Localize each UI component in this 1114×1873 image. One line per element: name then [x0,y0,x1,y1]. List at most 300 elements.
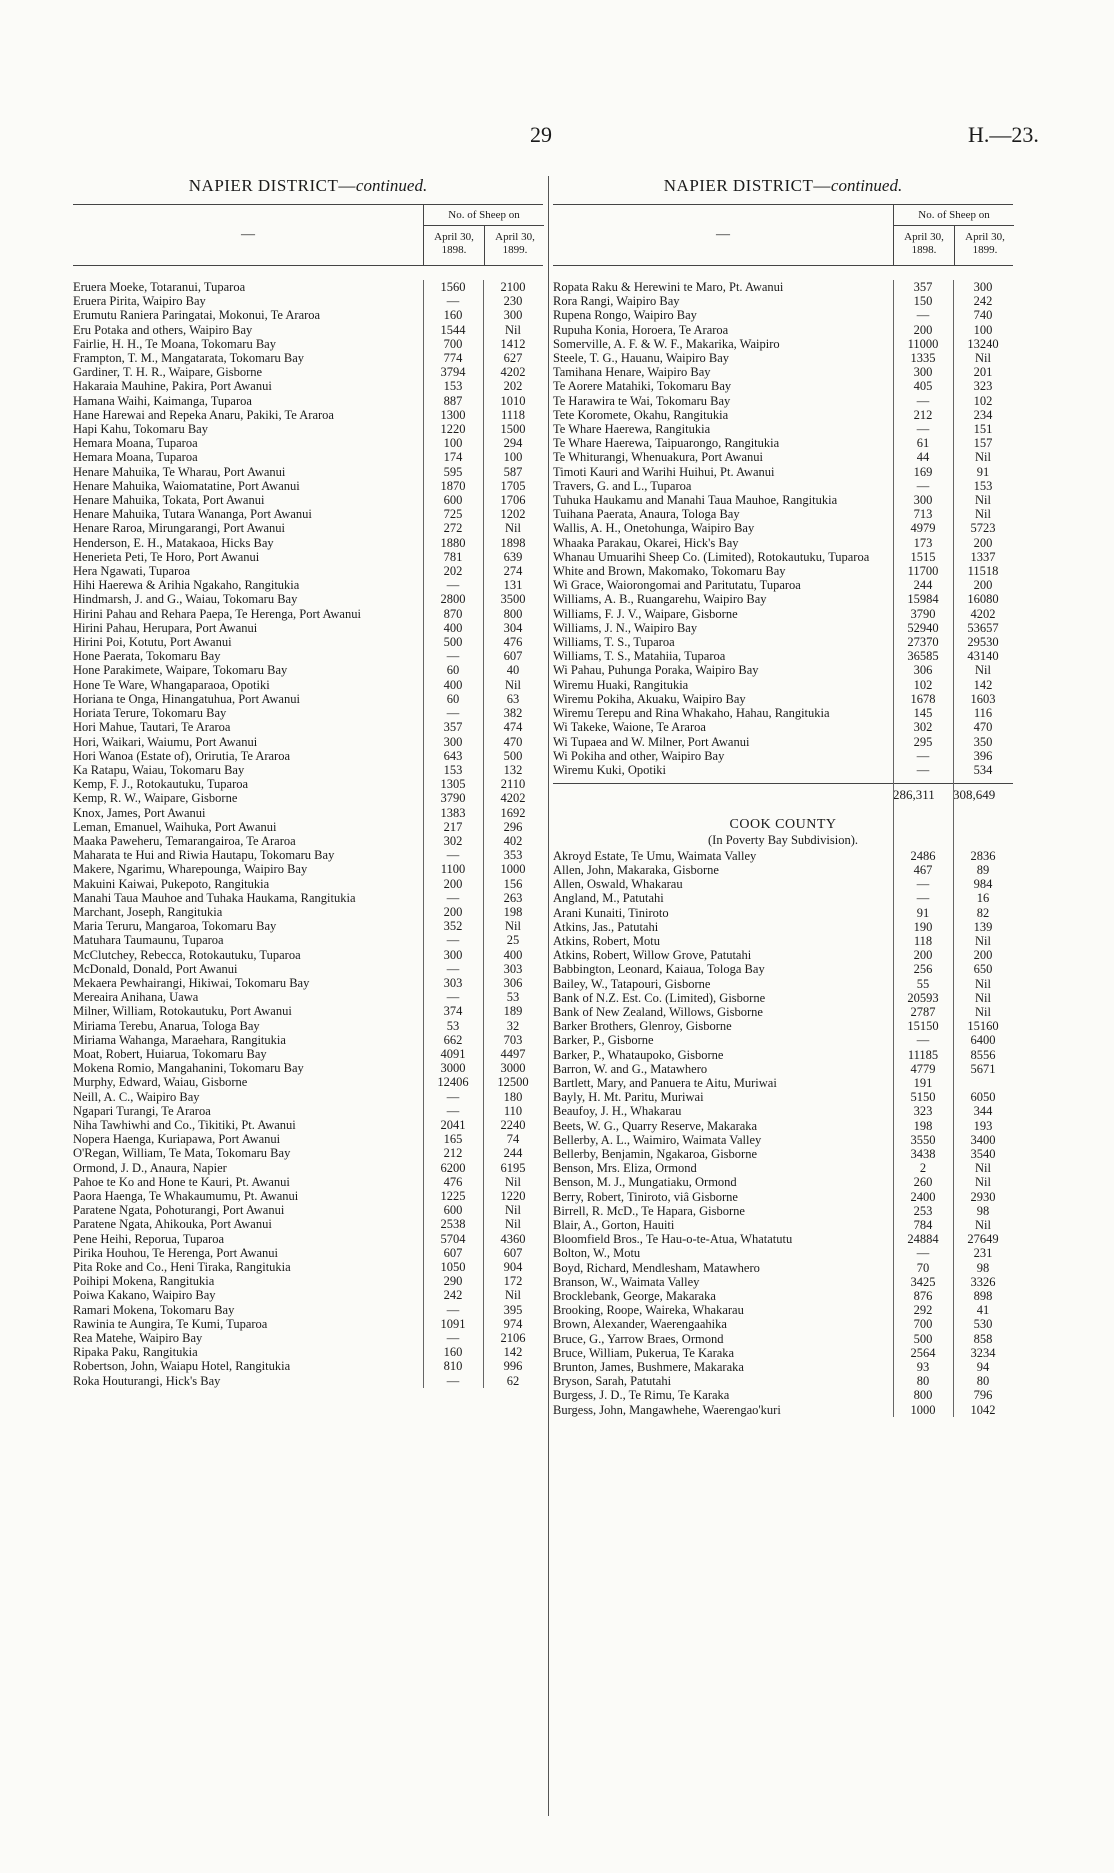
table-row [73,493,543,507]
owner-name: Boyd, Richard, Mendlesham, Matawhero [553,1260,760,1275]
owner-name: Te Aorere Matahiki, Tokomaru Bay [553,379,732,394]
sheep-1898: — [446,1089,460,1104]
sheep-1899: 131 [503,578,523,593]
sheep-1898: 24884 [907,1232,939,1247]
sheep-1899: 474 [503,720,523,735]
sheep-1899: 1603 [970,691,996,706]
total-1899: 308,649 [953,787,996,803]
owner-name: Brocklebank, George, Makaraka [553,1289,716,1304]
sheep-1899: 202 [503,379,523,394]
sheep-1898: — [916,478,930,493]
table-row [553,450,1013,464]
sheep-1899: Nil [505,677,521,692]
owner-name: Bellerby, A. L., Waimiro, Waimata Valley [553,1132,762,1147]
sheep-1898: 15984 [907,592,939,607]
sheep-1898: 1880 [440,535,466,550]
table-row [73,1075,543,1089]
sheep-1899: 63 [506,691,520,706]
sheep-1898: 2 [919,1161,927,1176]
sheep-1899: 201 [973,365,993,380]
page-reference: H.—23. [968,122,1039,147]
table-row [73,877,543,891]
sheep-1899: 796 [973,1388,993,1403]
sheep-1898: 11000 [907,336,939,351]
table-row [73,678,543,692]
table-row [73,1232,543,1246]
owner-name: Birrell, R. McD., Te Hapara, Gisborne [553,1203,745,1218]
sheep-1898: 1220 [440,422,466,437]
sheep-1898: 212 [913,407,933,422]
sheep-1899: 2106 [500,1331,526,1346]
sheep-1899: 3400 [970,1132,996,1147]
sheep-1899: 350 [973,734,993,749]
owner-name: Mereaira Anihana, Uawa [73,990,199,1005]
sheep-1899: 1220 [500,1189,526,1203]
owner-name: Williams, T. S., Matahiia, Tuparoa [553,649,726,664]
table-row [73,1345,543,1359]
sheep-1898: 3425 [910,1274,936,1289]
owner-name: Brown, Alexander, Waerengaahika [553,1317,727,1332]
table-row [73,564,543,578]
sheep-1898: 607 [443,1245,463,1260]
sheep-1899: Nil [975,1004,991,1019]
owner-name: Wi Takeke, Waione, Te Araroa [553,720,706,735]
table-row [73,692,543,706]
sheep-1899: 627 [503,351,523,366]
owner-name: Niha Tawhiwhi and Co., Tikitiki, Pt. Awanui [73,1117,296,1132]
owner-name: Tuhuka Haukamu and Manahi Taua Mauhoe, Rangitukia [553,493,838,508]
sheep-1898: 93 [916,1360,930,1375]
sheep-1899: 172 [503,1274,523,1289]
owner-name: Hamana Waihi, Kaimanga, Tuparoa [73,393,252,408]
sheep-1899: 62 [506,1373,520,1388]
table-row [553,507,1013,521]
table-row [553,1388,1013,1402]
sheep-1899: 534 [973,762,993,777]
table-row [553,592,1013,606]
sheep-1899: 1692 [500,805,526,820]
sheep-1898: 3550 [910,1132,936,1147]
sheep-1899: 25 [506,933,520,948]
table-row [553,1360,1013,1374]
owner-name: Bank of N.Z. Est. Co. (Limited), Gisborne [553,990,766,1005]
sheep-1898: 4779 [910,1061,936,1076]
owner-name: Kemp, R. W., Waipare, Gisborne [73,791,238,806]
owner-name: Williams, T. S., Tuparoa [553,635,675,650]
sheep-1899: 303 [503,961,523,976]
table-row [553,678,1013,692]
owner-name: Mekaera Pewhairangi, Hikiwai, Tokomaru Bay [73,975,310,990]
sheep-1898: 3438 [910,1146,936,1161]
sheep-1898: 5704 [440,1231,466,1246]
owner-name: Horiata Terure, Tokomaru Bay [73,706,227,721]
sheep-1898: 52940 [907,620,939,635]
sheep-1898: 190 [913,919,933,934]
owner-name: Ormond, J. D., Anaura, Napier [73,1160,227,1175]
sheep-1899: 189 [503,1004,523,1019]
owner-name: Barron, W. and G., Matawhero [553,1061,708,1076]
sheep-1898: 700 [913,1317,933,1332]
sheep-1898: 595 [443,464,463,479]
table-row [73,862,543,876]
owner-name: Wiremu Terepu and Rina Whakaho, Hahau, Rangitukia [553,706,830,721]
sheep-1898: 476 [443,1174,463,1189]
sheep-1899: Nil [975,663,991,678]
sheep-1899: Nil [505,1174,521,1189]
owner-name: Hane Harewai and Repeka Anaru, Pakiki, Te Araroa [73,407,334,422]
column-rule [423,280,424,1388]
table-row [73,820,543,834]
sheep-1898: — [916,422,930,437]
owner-name: Bolton, W., Motu [553,1246,641,1261]
sheep-1898: 870 [443,606,463,621]
sheep-1898: 302 [443,833,463,848]
sheep-1898: 55 [916,976,930,991]
sheep-1899: 27649 [967,1232,999,1247]
sheep-1899: 300 [503,308,523,323]
page-number: 29 [530,122,552,147]
sheep-1898: 6200 [440,1160,466,1175]
owner-name: Bruce, G., Yarrow Braes, Ormond [553,1331,724,1346]
right-rows [553,280,1013,1417]
owner-name: Fairlie, H. H., Te Moana, Tokomaru Bay [73,336,276,351]
table-row [73,1118,543,1132]
owner-name: Rupuha Konia, Horoera, Te Araroa [553,322,729,337]
sheep-1899: 200 [973,948,993,963]
sheep-1898: 800 [913,1388,933,1403]
owner-name: Hapi Kahu, Tokomaru Bay [73,422,208,437]
total-row [553,783,1013,802]
owner-name: Wi Pokiha and other, Waipiro Bay [553,748,725,763]
sheep-1899: Nil [975,450,991,465]
sheep-1899: 1337 [970,549,996,564]
owner-name: Hirini Pahau and Rehara Paepa, Te Herenga, Port Awanui [73,606,361,621]
sheep-1898: — [446,294,460,309]
owner-name: Barker Brothers, Glenroy, Gisborne [553,1019,732,1034]
sheep-1899: 4360 [500,1231,526,1246]
table-row [73,635,543,649]
owner-name: Pene Heihi, Reporua, Tuparoa [73,1231,225,1246]
table-row [553,337,1013,351]
owner-name: Makere, Ngarimu, Wharepounga, Waipiro Bay [73,862,308,877]
sheep-1899: 242 [973,294,993,309]
table-row [553,1346,1013,1360]
sheep-1898: 400 [443,620,463,635]
table-row [553,692,1013,706]
table-row [73,1047,543,1061]
owner-name: Somerville, A. F. & W. F., Makarika, Waipiro [553,336,780,351]
owner-name: Knox, James, Port Awanui [73,805,206,820]
table-row [73,1288,543,1302]
sheep-1898: 253 [913,1203,933,1218]
sheep-1898: 781 [443,549,463,564]
sheep-1899: 74 [506,1132,520,1147]
owner-name: Hihi Haerewa & Arihia Ngakaho, Rangitukia [73,578,300,593]
table-row [73,294,543,308]
table-row [553,735,1013,749]
sheep-1899: 3234 [970,1345,996,1360]
table-row [73,1146,543,1160]
sheep-1898: 643 [443,748,463,763]
owner-name: Hera Ngawati, Tuparoa [73,564,190,579]
owner-name: Te Whare Haerewa, Taipuarongo, Rangitukia [553,436,780,451]
sheep-1898: 1560 [440,280,466,294]
owner-name: Bryson, Sarah, Patutahi [553,1374,672,1389]
sheep-1898: 1050 [440,1260,466,1275]
sheep-1899: 200 [973,578,993,593]
table-header [73,204,543,266]
table-row [73,763,543,777]
sheep-1898: — [446,990,460,1005]
sheep-1898: — [916,748,930,763]
table-row [553,635,1013,649]
table-row [73,1331,543,1345]
owner-name: Bloomfield Bros., Te Hau-o-te-Atua, Whatatutu [553,1232,793,1247]
sheep-1898: 876 [913,1289,933,1304]
owner-name: Gardiner, T. H. R., Waipare, Gisborne [73,365,263,380]
sheep-1898: 290 [443,1274,463,1289]
sheep-1898: 300 [913,493,933,508]
owner-name: Bank of New Zealand, Willows, Gisborne [553,1004,763,1019]
sheep-1898: 1515 [910,549,936,564]
sheep-1899: 3326 [970,1274,996,1289]
sheep-1899: 156 [503,876,523,891]
sheep-1898: 2564 [910,1345,936,1360]
sheep-1898: 323 [913,1104,933,1119]
right-column [553,176,1013,1417]
table-row [73,1317,543,1331]
table-row [553,1005,1013,1019]
table-row [553,1090,1013,1104]
table-row [73,607,543,621]
owner-name: Henare Mahuika, Waiomatatine, Port Awanui [73,478,300,493]
owner-name: Benson, M. J., Mungatiaku, Ormond [553,1175,737,1190]
sheep-1898: — [446,706,460,721]
table-row [553,1133,1013,1147]
sheep-1898: 2800 [440,592,466,607]
sheep-1898: 102 [913,677,933,692]
sheep-1899: 6195 [500,1160,526,1175]
sheep-1898: 12406 [437,1075,469,1090]
sheep-1899: 4202 [970,606,996,621]
sheep-1899: 231 [973,1246,993,1261]
table-row [73,749,543,763]
table-row [553,962,1013,976]
sheep-1898: 292 [913,1303,933,1318]
sheep-1899: 3500 [500,592,526,607]
sheep-1898: 118 [913,933,933,948]
sheep-1899: 3000 [500,1061,526,1076]
table-row [73,1246,543,1260]
title-main: NAPIER DISTRICT— [188,176,356,195]
table-row [73,777,543,791]
sheep-1899: 2240 [500,1117,526,1132]
sheep-1899: 4202 [500,791,526,806]
owner-name: Leman, Emanuel, Waihuka, Port Awanui [73,819,277,834]
table-row [553,649,1013,663]
sheep-1898: — [446,1373,460,1388]
owner-name: Berry, Robert, Tiniroto, viâ Gisborne [553,1189,738,1204]
table-row [553,1289,1013,1303]
sheep-1898: 145 [913,706,933,721]
header-group [893,205,1014,265]
sheep-1899: 41 [976,1303,990,1318]
owner-name: Matuhara Taumaunu, Tuparoa [73,933,224,948]
table-row [73,1132,543,1146]
table-row [73,379,543,393]
owner-name: Pirika Houhou, Te Herenga, Port Awanui [73,1245,279,1260]
owner-name: Maaka Paweheru, Temarangairoa, Te Araroa [73,833,296,848]
sheep-1899: 82 [976,905,990,920]
table-row [73,408,543,422]
sheep-1899: 142 [973,677,993,692]
table-row [553,365,1013,379]
owner-name: Barker, P., Gisborne [553,1033,654,1048]
table-row [553,1275,1013,1289]
sheep-1898: 3000 [440,1061,466,1076]
sheep-1899: 53657 [967,620,999,635]
table-row [553,863,1013,877]
section-subtitle: (In Poverty Bay Subdivision). [708,832,858,847]
owner-name: Hemara Moana, Tuparoa [73,450,198,465]
owner-name: Kemp, F. J., Rotokautuku, Tuparoa [73,777,249,792]
table-row [553,1119,1013,1133]
table-row [73,507,543,521]
owner-name: Whaaka Parakau, Okarei, Hick's Bay [553,535,739,550]
sheep-1898: 1335 [910,351,936,366]
table-row [553,877,1013,891]
table-row [73,706,543,720]
table-row [553,1048,1013,1062]
owner-name: Wi Pahau, Puhunga Poraka, Waipiro Bay [553,663,759,678]
table-row [553,536,1013,550]
sheep-1899: 607 [503,649,523,664]
table-row [73,649,543,663]
sheep-1898: 2787 [910,1004,936,1019]
sheep-1898: — [916,762,930,777]
sheep-1898: 217 [443,819,463,834]
table-row [553,1317,1013,1331]
table-row [553,1261,1013,1275]
owner-name: Hori Wanoa (Estate of), Orirutia, Te Araroa [73,748,291,763]
table-row [553,1104,1013,1118]
table-row [553,1218,1013,1232]
table-row [553,521,1013,535]
table-row [73,394,543,408]
owner-name: Milner, William, Rotokautuku, Port Awanui [73,1004,292,1019]
sheep-1899: 157 [973,436,993,451]
owner-name: Hindmarsh, J. and G., Waiau, Tokomaru Bay [73,592,298,607]
table-row [73,323,543,337]
table-row [553,479,1013,493]
owner-name: Te Whare Haerewa, Rangitukia [553,422,711,437]
owner-name: Beets, W. G., Quarry Reserve, Makaraka [553,1118,758,1133]
table-row [553,1076,1013,1090]
column-divider [548,176,549,1816]
owner-name: Frampton, T. M., Mangatarata, Tokomaru Bay [73,351,305,366]
table-row [553,1175,1013,1189]
sheep-1899: 230 [503,294,523,309]
table-row [73,891,543,905]
table-row [73,1004,543,1018]
sheep-1898: 11185 [907,1047,939,1062]
sheep-1899: Nil [505,322,521,337]
sheep-1899: 500 [503,748,523,763]
owner-name: Mokena Romio, Mangahanini, Tokomaru Bay [73,1061,304,1076]
right-column-title [553,176,1013,196]
owner-name: Moat, Robert, Huiarua, Tokomaru Bay [73,1046,267,1061]
header-group-title: No. of Sheep on [424,205,544,226]
sheep-1899: Nil [975,493,991,508]
sheep-1898: 295 [913,734,933,749]
table-row [73,521,543,535]
sheep-1899: 132 [503,762,523,777]
table-row [553,934,1013,948]
table-row [73,592,543,606]
sheep-1899: 200 [973,535,993,550]
sheep-1899: Nil [975,990,991,1005]
sheep-1898: — [446,649,460,664]
sheep-1898: 5150 [910,1090,936,1105]
sheep-1898: 303 [443,975,463,990]
owner-name: Hirini Poi, Kotutu, Port Awanui [73,635,232,650]
section-title: COOK COUNTY [729,817,837,833]
sheep-1898: 2400 [910,1189,936,1204]
sheep-1898: 153 [443,762,463,777]
table-row [553,1062,1013,1076]
table-row [73,1033,543,1047]
sheep-1898: 500 [913,1331,933,1346]
table-row [553,280,1013,294]
sheep-1899: 6050 [970,1090,996,1105]
sheep-1898: 887 [443,393,463,408]
owner-name: Ngapari Turangi, Te Araroa [73,1103,211,1118]
table-row [553,465,1013,479]
sheep-1899: 5671 [970,1061,996,1076]
table-row [73,365,543,379]
table-row [73,536,543,550]
table-row [73,919,543,933]
owner-name: Tamihana Henare, Waipiro Bay [553,365,711,380]
table-row [553,1190,1013,1204]
table-row [553,663,1013,677]
sheep-1899: 996 [503,1359,523,1374]
sheep-1899: 1000 [500,862,526,877]
sheep-1899: 100 [503,450,523,465]
sheep-1898: 1383 [440,805,466,820]
sheep-1898: 2041 [440,1117,466,1132]
sheep-1898: 36585 [907,649,939,664]
column-rule [953,280,954,1417]
sheep-1898: 3790 [910,606,936,621]
sheep-1898: 374 [443,1004,463,1019]
owner-name: Hone Te Ware, Whangaparaoa, Opotiki [73,677,270,692]
sheep-1899: 5723 [970,521,996,536]
sheep-1898: 300 [443,947,463,962]
owner-name: Henare Raroa, Mirungarangi, Port Awanui [73,521,285,536]
header-col-1898: April 30, 1898. [904,231,944,256]
sheep-1898: 44 [916,450,930,465]
sheep-1898: 2486 [910,848,936,863]
sheep-1898: 61 [916,436,930,451]
owner-name: Travers, G. and L., Tuparoa [553,478,692,493]
owner-name: Angland, M., Patutahi [553,891,664,906]
sheep-1899: 858 [973,1331,993,1346]
owner-name: Roka Houturangi, Hick's Bay [73,1373,221,1388]
sheep-1899: 16080 [967,592,999,607]
owner-name: Paora Haenga, Te Whakaumumu, Pt. Awanui [73,1189,299,1203]
sheep-1898: 1870 [440,478,466,493]
